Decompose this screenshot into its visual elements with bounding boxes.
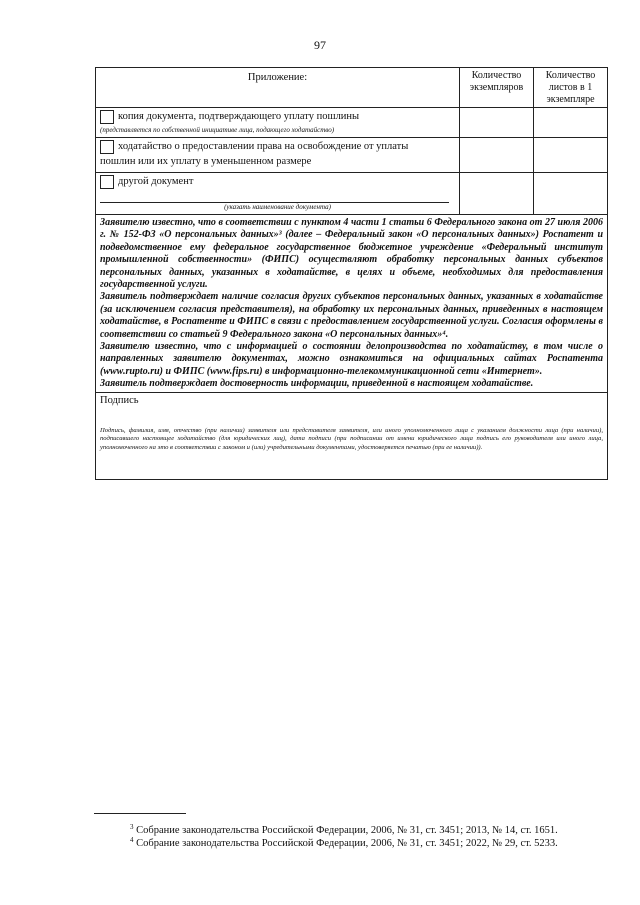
fee-copy-label: копия документа, подтверждающего уплату пошлины — [118, 111, 360, 122]
notice-consent: Заявитель подтверждает наличие согласия других субъектов персональных данных, указанных в ходатайстве (за исключением согласия представителя), на обработку их персональных данных, приведенных в настоящем ходатайстве, в Роспатенте и ФИПС в связи с предоставлением государственной услуги. Согласия оформлены в соответствии со статьей 9 Федерального закона «О персональных данных»⁴. — [100, 291, 603, 340]
attachments-table — [95, 67, 608, 480]
fee-copy-hint: (представляется по собственной инициативе лица, подающего ходатайство) — [100, 126, 335, 134]
signature-row[interactable] — [96, 393, 607, 479]
other-doc-checkbox[interactable] — [100, 175, 114, 189]
notice-row — [96, 215, 607, 393]
attachment-row-other — [96, 173, 607, 215]
fee-copy-sheets-cell[interactable] — [534, 108, 607, 137]
notice-status-info: Заявителю известно, что с информацией о состоянии делопроизводства по ходатайству, в том числе о направленных заявителю документах, можно ознакомиться на официальных сайтах Роспатента (www.rupto.ru) и ФИПС (www.fips.ru) в информационно-телекоммуникационной сети «Интернет». — [100, 341, 603, 377]
fee-copy-copies-cell[interactable] — [460, 108, 534, 137]
other-doc-label: другой документ — [118, 176, 194, 187]
footnote-4-mark: 4 — [130, 836, 134, 844]
fee-copy-checkbox[interactable] — [100, 110, 114, 124]
notice-accuracy: Заявитель подтверждает достоверность информации, приведенной в настоящем ходатайстве. — [100, 378, 534, 390]
other-doc-copies-cell[interactable] — [460, 173, 534, 214]
attachment-row-fee-copy — [96, 108, 607, 138]
attachment-row-exemption — [96, 138, 607, 173]
footnote-3-mark: 3 — [130, 823, 134, 831]
footnote-3-text: Собрание законодательства Российской Федерации, 2006, № 31, ст. 3451; 2013, № 14, ст. 1651. — [136, 825, 558, 836]
attachment-header: Приложение: — [96, 68, 460, 107]
exemption-label: ходатайство о предоставлении права на освобождение от уплаты — [118, 141, 409, 152]
other-doc-hint: (указать наименование документа) — [224, 203, 331, 211]
footnote-4 — [130, 834, 558, 850]
footnote-4-text: Собрание законодательства Российской Федерации, 2006, № 31, ст. 3451; 2022, № 29, ст. 5233. — [136, 838, 558, 849]
exemption-label-line2: пошлин или их уплату в уменьшенном размере — [100, 156, 312, 167]
exemption-checkbox[interactable] — [100, 140, 114, 154]
footnote-divider — [94, 813, 186, 814]
notice-personal-data: Заявителю известно, что в соответствии с пунктом 4 части 1 статьи 6 Федерального закона от 27 июля 2006 г. № 152-ФЗ «О персональных данных»³ (далее – Федеральный закон «О персональных данных») Роспатент и подведомственное ему федеральное государственное бюджетное учреждение «Федеральный институт промышленной собственности» (ФИПС) осуществляют обработку персональных данных субъектов персональных данных, указанных в ходатайстве, в целях и объеме, необходимых для предоставления государственной услуги. — [100, 217, 603, 291]
table-header-row — [96, 68, 607, 108]
signature-label: Подпись — [100, 394, 139, 406]
page-number: 97 — [314, 38, 326, 52]
notice-block — [96, 215, 607, 392]
other-doc-sheets-cell[interactable] — [534, 173, 607, 214]
copies-header: Количество экземпляров — [460, 68, 534, 107]
sheets-header: Количество листов в 1 экземпляре — [545, 70, 596, 105]
signature-note: Подпись, фамилия, имя, отчество (при наличии) заявителя или представителя заявителя, или иного уполномоченного лица с указанием должности лица (при наличии), подписавшего настоящее ходатайство (для юридических лиц), дата подписи (при подписании от имени юридического лица подпись его руководителя или иного лица, уполномоченного на это в соответствии с законом и (или) учредительными документами, удостоверяется печатью (при ее наличии)). — [100, 426, 603, 452]
exemption-sheets-cell[interactable] — [534, 138, 607, 172]
exemption-copies-cell[interactable] — [460, 138, 534, 172]
